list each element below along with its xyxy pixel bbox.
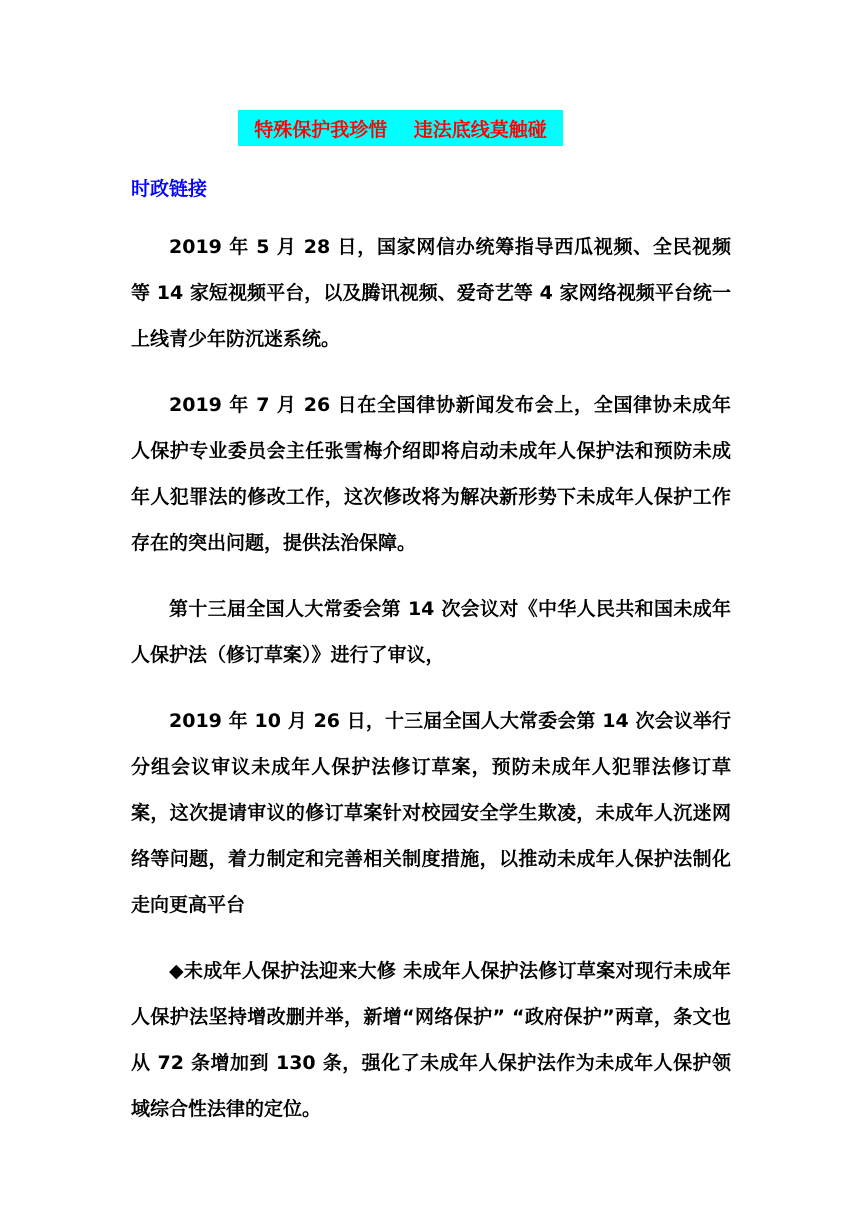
paragraph-5: ◆未成年人保护法迎来大修 未成年人保护法修订草案对现行未成年人保护法坚持增改删并举，新增“网络保护” “政府保护”两章，条文也从 72 条增加到 130 条，强化了未成年人保护法作为未成年人保护领域综合性法律的定位。 [131, 960, 731, 1120]
document-title: 特殊保护我珍惜 违法底线莫触碰 [254, 118, 547, 141]
paragraph-4: 2019 年 10 月 26 日，十三届全国人大常委会第 14 次会议举行分组会议审议未成年人保护法修订草案，预防未成年人犯罪法修订草案，这次提请审议的修订草案针对校园安全学生欺凌，未成年人沉迷网络等问题，着力制定和完善相关制度措施，以推动未成年人保护法制化走向更高平台 [131, 710, 731, 916]
paragraph-3: 第十三届全国人大常委会第 14 次会议对《中华人民共和国未成年人保护法（修订草案）》进行了审议， [131, 598, 731, 666]
section-heading: 时政链接 [131, 178, 208, 200]
paragraph-2: 2019 年 7 月 26 日在全国律协新闻发布会上，全国律协未成年人保护专业委员会主任张雪梅介绍即将启动未成年人保护法和预防未成年人犯罪法的修改工作，这次修改将为解决新形势下未成年人保护工作存在的突出问题，提供法治保障。 [131, 394, 731, 554]
document-body [131, 224, 731, 1152]
title-highlight [238, 110, 563, 146]
paragraph-1: 2019 年 5 月 28 日，国家网信办统筹指导西瓜视频、全民视频等 14 家短视频平台，以及腾讯视频、爱奇艺等 4 家网络视频平台统一上线青少年防沉迷系统。 [131, 236, 731, 350]
